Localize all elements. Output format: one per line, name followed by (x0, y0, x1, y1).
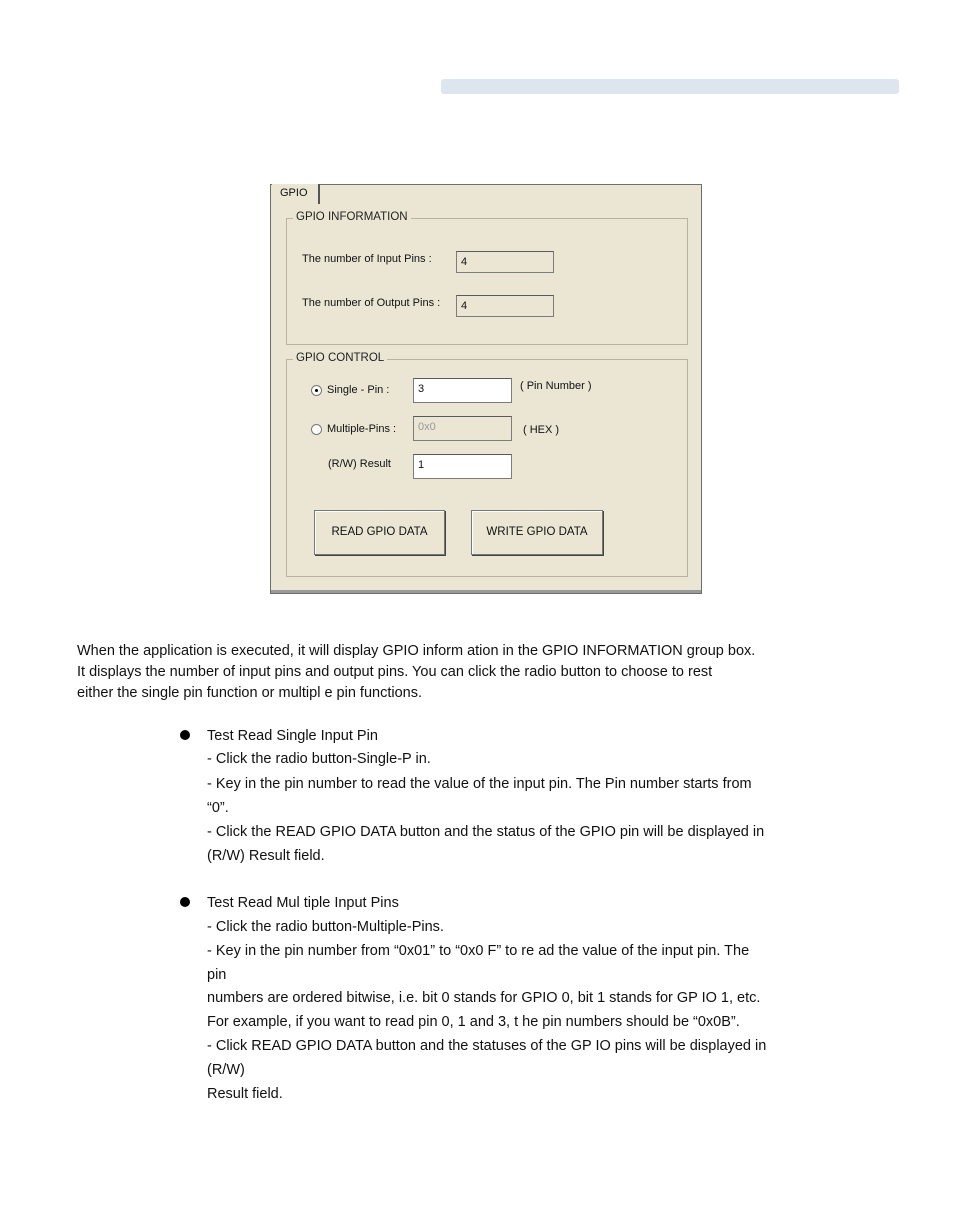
output-pins-label: The number of Output Pins : (302, 297, 441, 309)
tab-gpio[interactable]: GPIO (272, 184, 320, 204)
section1-line: - Click the READ GPIO DATA button and the status of the GPIO pin will be displayed in (207, 824, 765, 840)
header-bar (441, 79, 899, 94)
section2-line: (R/W) (207, 1062, 245, 1078)
gpio-control-title: GPIO CONTROL (293, 352, 387, 364)
section2-line: - Click READ GPIO DATA button and the statuses of the GP IO pins will be displayed in (207, 1038, 767, 1054)
section2-heading: Test Read Mul tiple Input Pins (207, 895, 399, 911)
gpio-information-title: GPIO INFORMATION (293, 211, 411, 223)
result-input[interactable]: 1 (413, 454, 512, 479)
single-pin-input[interactable]: 3 (413, 378, 512, 403)
section1-heading: Test Read Single Input Pin (207, 728, 378, 744)
input-pins-label: The number of Input Pins : (302, 253, 432, 265)
intro-line: When the application is executed, it will display GPIO inform ation in the GPIO INFORMATION group box. (77, 643, 756, 659)
intro-line: either the single pin function or multipl e pin functions. (77, 685, 422, 701)
bullet-icon (180, 730, 190, 740)
hex-hint: ( HEX ) (523, 424, 560, 436)
section2-line: Result field. (207, 1086, 283, 1102)
result-label: (R/W) Result (328, 458, 391, 470)
single-pin-label: Single - Pin : (327, 384, 390, 396)
gpio-information-group (286, 211, 688, 345)
read-gpio-data-button[interactable]: READ GPIO DATA (314, 510, 445, 555)
multiple-pins-input[interactable]: 0x0 (413, 416, 512, 441)
multiple-pins-radio[interactable] (311, 424, 322, 435)
write-gpio-data-button[interactable]: WRITE GPIO DATA (471, 510, 603, 555)
section1-line: “0”. (207, 800, 229, 816)
multiple-pins-label: Multiple-Pins : (327, 423, 397, 435)
bullet-icon (180, 897, 190, 907)
section2-line: numbers are ordered bitwise, i.e. bit 0 stands for GPIO 0, bit 1 stands for GP IO 1, etc. (207, 990, 761, 1006)
section1-line: (R/W) Result field. (207, 848, 325, 864)
section2-line: pin (207, 967, 227, 983)
section1-line: - Click the radio button-Single-P in. (207, 751, 431, 767)
intro-paragraph (77, 641, 877, 704)
intro-line: It displays the number of input pins and output pins. You can click the radio button to choose to rest (77, 664, 713, 680)
section2-line: - Key in the pin number from “0x01” to “0x0 F” to re ad the value of the input pin. The (207, 943, 750, 959)
gpio-control-group (286, 352, 688, 577)
section2-line: For example, if you want to read pin 0, 1 and 3, t he pin numbers should be “0x0B”. (207, 1014, 740, 1030)
output-pins-field: 4 (456, 295, 554, 317)
input-pins-field: 4 (456, 251, 554, 273)
section1-line: - Key in the pin number to read the value of the input pin. The Pin number starts from (207, 776, 752, 792)
gpio-dialog-screenshot (270, 184, 702, 594)
pin-number-hint: ( Pin Number ) (520, 380, 592, 392)
single-pin-radio[interactable] (311, 385, 322, 396)
section2-line: - Click the radio button-Multiple-Pins. (207, 919, 444, 935)
